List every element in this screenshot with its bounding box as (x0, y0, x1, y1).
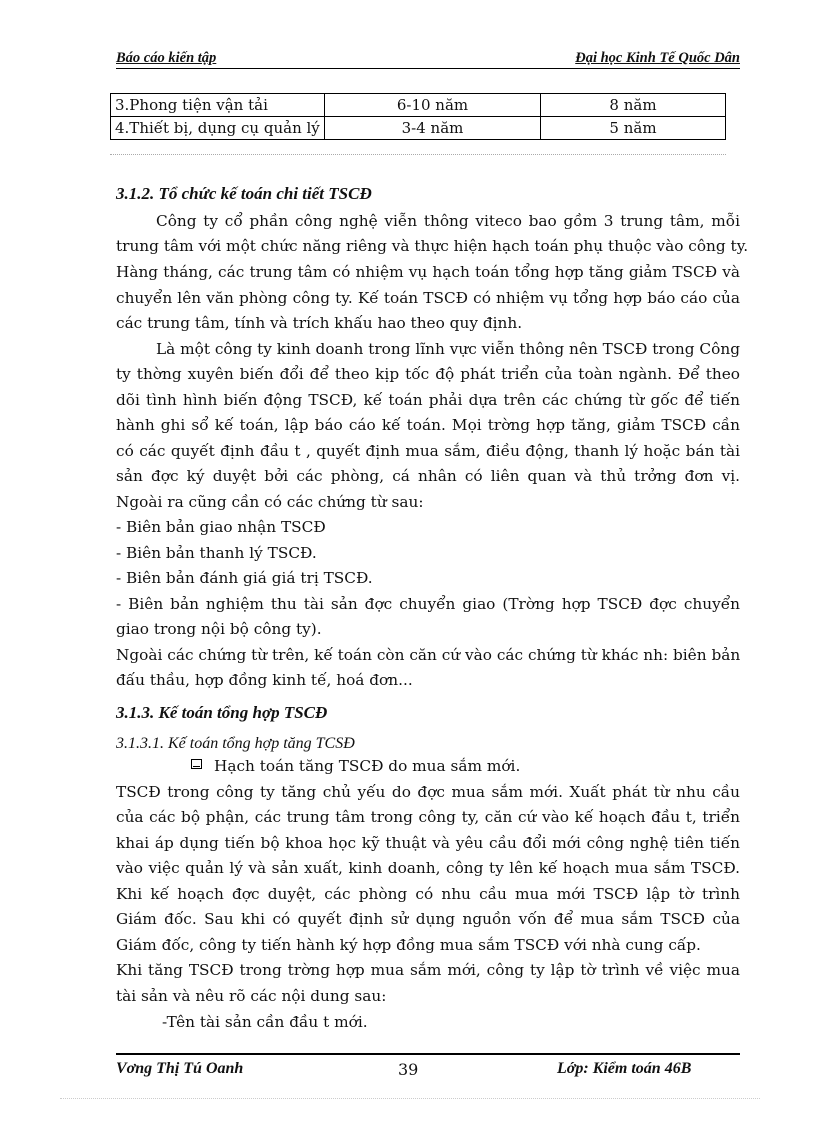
paragraph-line: chuyển lên văn phòng công ty. Kế toán TSCĐ có nhiệm vụ tổng hợp báo cáo của (116, 289, 740, 307)
paragraph-line: trung tâm với một chức năng riêng và thực hiện hạch toán phụ thuộc vào công ty. (116, 237, 749, 255)
list-item: - Biên bản thanh lý TSCĐ. (116, 544, 317, 562)
footer-class: Lớp: Kiểm toán 46B (557, 1060, 692, 1077)
table-row (111, 94, 726, 117)
list-item: - Biên bản nghiệm thu tài sản đợc chuyển giao (Trờng hợp TSCĐ đợc chuyển (116, 595, 740, 613)
table-cell: 4.Thiết bị, dụng cụ quản lý (111, 117, 325, 140)
paragraph-line: Hàng tháng, các trung tâm có nhiệm vụ hạch toán tổng hợp tăng giảm TSCĐ và (116, 263, 740, 281)
page-number: 39 (398, 1060, 419, 1079)
paragraph-line: Ngoài ra cũng cần có các chứng từ sau: (116, 493, 424, 511)
header-right: Đại học Kinh Tế Quốc Dân (575, 50, 740, 66)
paragraph-line: khai áp dụng tiến bộ khoa học kỹ thuật và yêu cầu đổi mới công nghệ tiên tiến (116, 834, 740, 852)
table-cell: 8 năm (541, 94, 726, 117)
paragraph-line: vào việc quản lý và sản xuất, kinh doanh, công ty lên kế hoạch mua sắm TSCĐ. (116, 859, 740, 877)
paragraph-line: Khi kế hoạch đợc duyệt, các phòng có nhu cầu mua mới TSCĐ lập tờ trình (116, 885, 740, 903)
page-header (116, 50, 740, 69)
page-bottom-border (60, 1098, 760, 1099)
bullet-item: Hạch toán tăng TSCĐ do mua sắm mới. (214, 757, 521, 775)
paragraph-line: đấu thầu, hợp đồng kinh tế, hoá đơn... (116, 671, 413, 689)
section-heading: 3.1.3. Kế toán tổng hợp TSCĐ (116, 703, 328, 722)
header-left: Báo cáo kiến tập (116, 50, 217, 66)
paragraph-line: Công ty cổ phần công nghệ viễn thông viteco bao gồm 3 trung tâm, mỗi (156, 212, 740, 230)
table-bottom-border (110, 154, 726, 155)
paragraph-line: ty thờng xuyên biến đổi để theo kịp tốc độ phát triển của toàn ngành. Để theo (116, 365, 740, 383)
paragraph-line: Khi tăng TSCĐ trong trờng hợp mua sắm mới, công ty lập tờ trình về việc mua (116, 961, 740, 979)
paragraph-line: Ngoài các chứng từ trên, kế toán còn căn cứ vào các chứng từ khác nh: biên bản (116, 646, 741, 664)
footer-rule (116, 1053, 740, 1055)
paragraph-line: các trung tâm, tính và trích khấu hao theo quy định. (116, 314, 523, 332)
paragraph-line: sản đợc ký duyệt bởi các phòng, cá nhân có liên quan và thủ trởng đơn vị. (116, 467, 740, 485)
subsection-heading: 3.1.3.1. Kế toán tổng hợp tăng TCSĐ (116, 735, 355, 752)
paragraph-line: Là một công ty kinh doanh trong lĩnh vực viễn thông nên TSCĐ trong Công (156, 340, 740, 358)
paragraph-line: giao trong nội bộ công ty). (116, 620, 322, 638)
checkbox-bullet-icon (191, 759, 202, 769)
table-cell: 3-4 năm (325, 117, 541, 140)
paragraph-line: hành ghi sổ kế toán, lập báo cáo kế toán. Mọi trờng hợp tăng, giảm TSCĐ cần (116, 416, 740, 434)
list-item: - Biên bản giao nhận TSCĐ (116, 518, 326, 536)
paragraph-line: Giám đốc, công ty tiến hành ký hợp đồng mua sắm TSCĐ với nhà cung cấp. (116, 936, 701, 954)
list-item: - Biên bản đánh giá giá trị TSCĐ. (116, 569, 373, 587)
paragraph-line: TSCĐ trong công ty tăng chủ yếu do đợc mua sắm mới. Xuất phát từ nhu cầu (116, 783, 740, 801)
section-heading: 3.1.2. Tổ chức kế toán chi tiết TSCĐ (116, 184, 372, 203)
table-row (111, 117, 726, 140)
paragraph-line: Giám đốc. Sau khi có quyết định sử dụng nguồn vốn để mua sắm TSCĐ của (116, 910, 740, 928)
list-item: -Tên tài sản cần đầu t mới. (162, 1013, 368, 1031)
paragraph-line: tài sản và nêu rõ các nội dung sau: (116, 987, 387, 1005)
paragraph-line: dõi tình hình biến động TSCĐ, kế toán phải dựa trên các chứng từ gốc để tiến (116, 391, 740, 409)
depreciation-table (110, 93, 726, 140)
table-cell: 3.Phong tiện vận tải (111, 94, 325, 117)
footer-author: Vơng Thị Tú Oanh (116, 1060, 244, 1077)
table-cell: 5 năm (541, 117, 726, 140)
table-cell: 6-10 năm (325, 94, 541, 117)
paragraph-line: của các bộ phận, các trung tâm trong công ty, căn cứ vào kế hoạch đầu t, triển (116, 808, 740, 826)
paragraph-line: có các quyết định đầu t , quyết định mua sắm, điều động, thanh lý hoặc bán tài (116, 442, 740, 460)
